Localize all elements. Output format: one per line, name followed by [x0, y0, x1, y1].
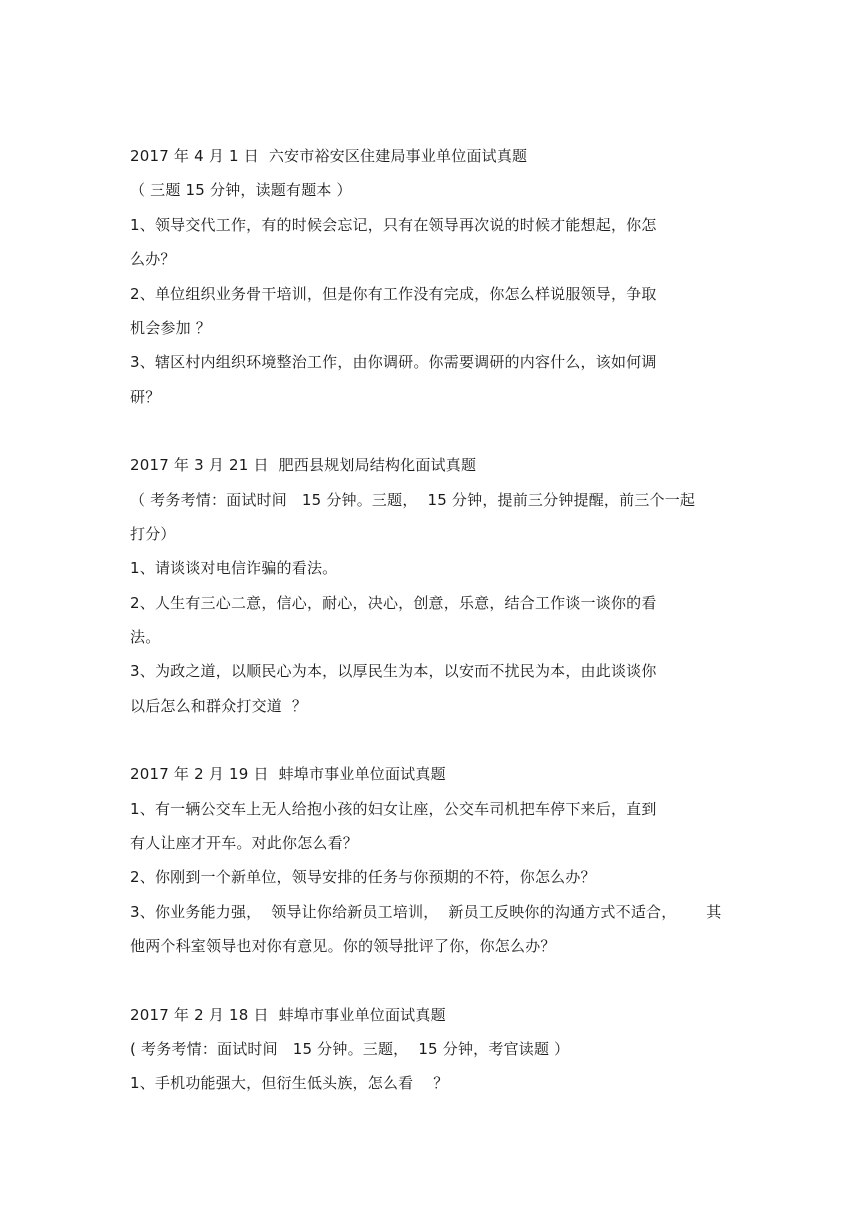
question-line: 有人让座才开车。对此你怎么看？: [130, 834, 359, 853]
question-line: 研？: [130, 387, 161, 406]
question-line: 3、你业务能力强， 领导让你给新员工培训， 新员工反映你的沟通方式不适合， 其: [130, 902, 722, 921]
question-line: 么办？: [130, 250, 176, 269]
section-title: 2017 年 2 月 18 日 蚌埠市事业单位面试真题: [130, 1005, 446, 1024]
question-line: 2、人生有三心二意，信心，耐心，决心，创意，乐意，结合工作谈一谈你的看: [130, 593, 657, 612]
section-bengbu-0218: [130, 1004, 740, 1095]
document-page: [130, 145, 740, 1107]
question-line: 2、单位组织业务骨干培训，但是你有工作没有完成，你怎么样说服领导，争取: [130, 284, 657, 303]
section-title: 2017 年 3 月 21 日 肥西县规划局结构化面试真题: [130, 456, 477, 475]
section-bengbu-0219: [130, 763, 740, 957]
question-line: 机会参加 ？: [130, 318, 211, 337]
question-line: 3、为政之道，以顺民心为本，以厚民生为本，以安而不扰民为本，由此谈谈你: [130, 662, 657, 681]
question-line: 法。: [130, 628, 161, 647]
section-title: 2017 年 2 月 19 日 蚌埠市事业单位面试真题: [130, 765, 446, 784]
question-line: 1、有一辆公交车上无人给抱小孩的妇女让座，公交车司机把车停下来后，直到: [130, 799, 657, 818]
section-note: ( 考务考情：面试时间 15 分钟。三题， 15 分钟，考官读题 ）: [130, 1039, 570, 1058]
question-line: 1、请谈谈对电信诈骗的看法。: [130, 559, 338, 578]
question-line: 3、辖区村内组织环境整治工作，由你调研。你需要调研的内容什么，该如何调: [130, 353, 657, 372]
section-note: 打分）: [130, 524, 176, 543]
section-note: （ 考务考情：面试时间 15 分钟。三题， 15 分钟，提前三分钟提醒，前三个一起: [130, 490, 696, 509]
section-feixi: [130, 454, 740, 717]
section-gap: [130, 420, 740, 454]
question-line: 他两个科室领导也对你有意见。你的领导批评了你，你怎么办？: [130, 937, 556, 956]
question-line: 1、领导交代工作，有的时候会忘记，只有在领导再次说的时候才能想起，你怎: [130, 215, 657, 234]
section-title: 2017 年 4 月 1 日 六安市裕安区住建局事业单位面试真题: [130, 147, 528, 165]
section-note: （ 三题 15 分钟，读题有题本 ）: [130, 181, 352, 200]
section-gap: [130, 729, 740, 763]
section-liuan: [130, 145, 740, 408]
question-line: 以后怎么和群众打交道 ？: [130, 696, 308, 715]
question-line: 2、你刚到一个新单位，领导安排的任务与你预期的不符，你怎么办？: [130, 868, 596, 887]
question-line: 1、手机功能强大，但衍生低头族，怎么看 ？: [130, 1074, 449, 1093]
section-gap: [130, 970, 740, 1004]
